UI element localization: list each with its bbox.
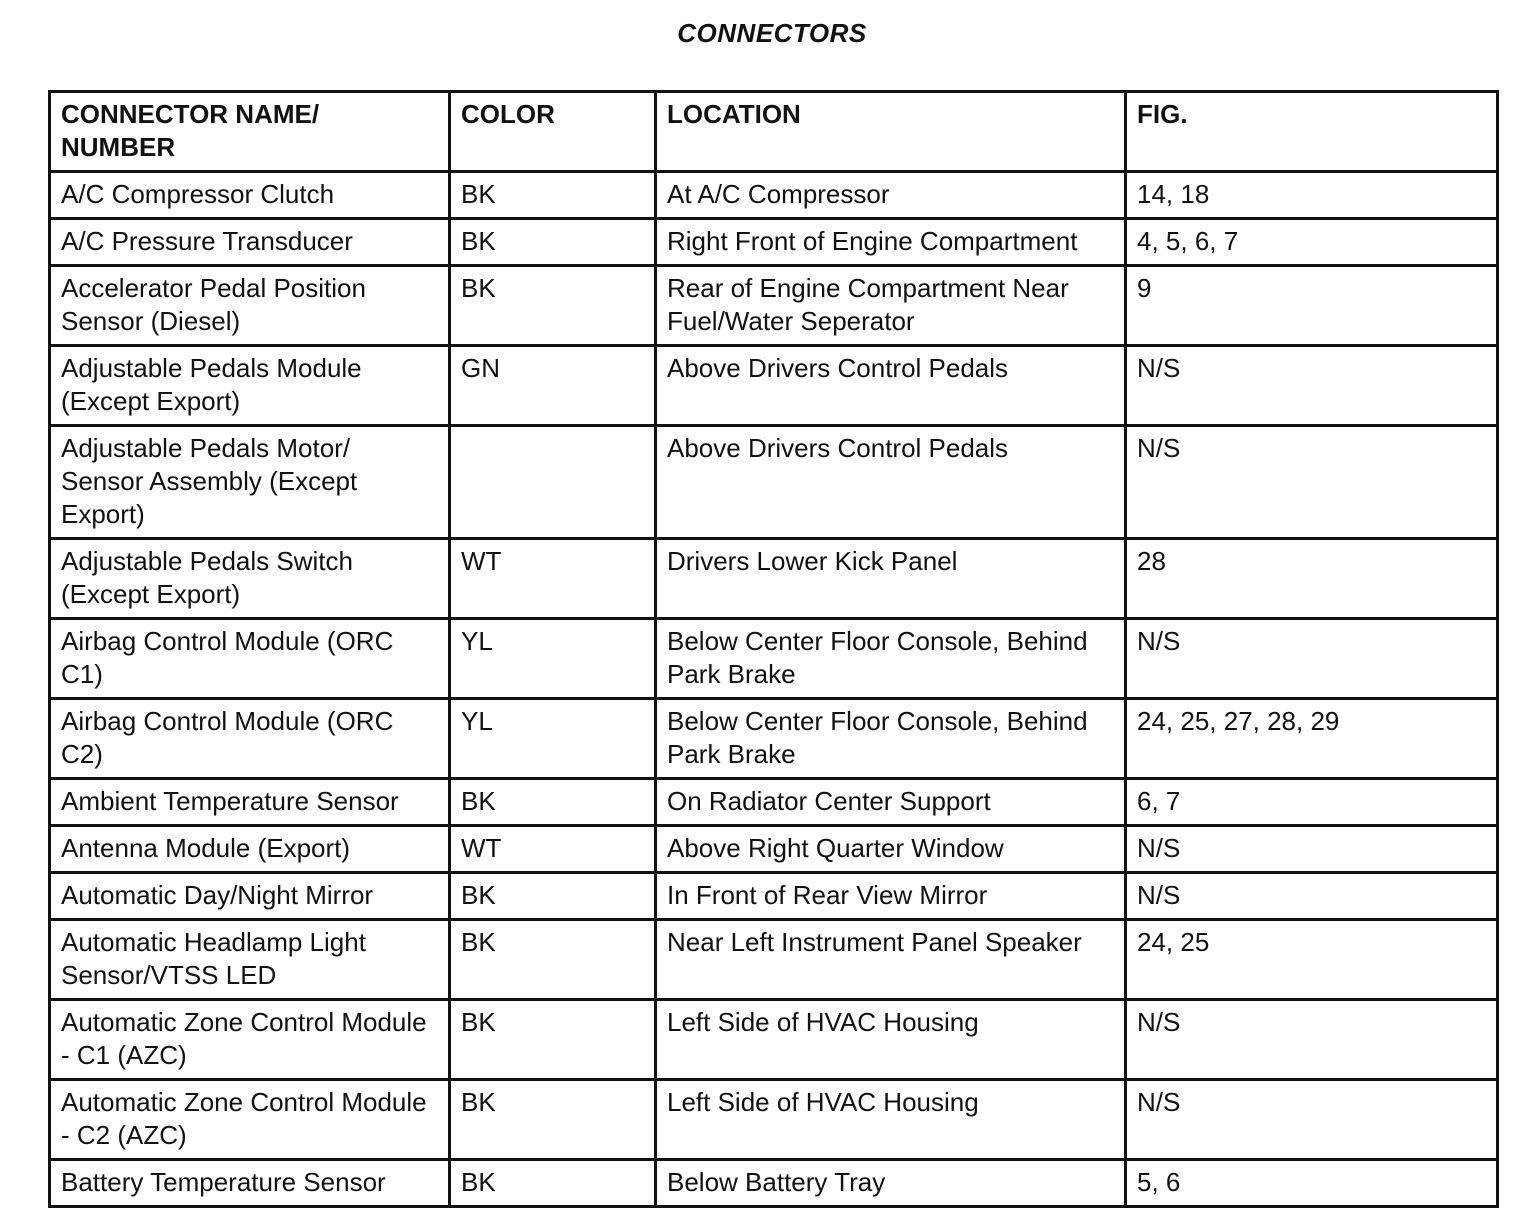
cell-location: At A/C Compressor [656,172,1126,219]
header-connector-name [50,92,450,172]
table-row [50,873,1498,920]
table-row [50,172,1498,219]
cell-location: Below Center Floor Console, Behind Park Brake [656,699,1126,779]
header-fig: FIG. [1126,92,1498,172]
cell-location: Near Left Instrument Panel Speaker [656,920,1126,1000]
cell-fig: N/S [1126,1080,1498,1160]
table-row [50,619,1498,699]
cell-color: GN [450,346,656,426]
table-row [50,1160,1498,1207]
cell-fig: 5, 6 [1126,1160,1498,1207]
cell-color: WT [450,539,656,619]
cell-connector-name: Automatic Zone Control Module - C2 (AZC) [50,1080,450,1160]
cell-location: Rear of Engine Compartment Near Fuel/Water Seperator [656,266,1126,346]
cell-connector-name: Adjustable Pedals Motor/ Sensor Assembly (Except Export) [50,426,450,539]
cell-connector-name: Automatic Headlamp Light Sensor/VTSS LED [50,920,450,1000]
cell-connector-name: Antenna Module (Export) [50,826,450,873]
cell-connector-name: A/C Compressor Clutch [50,172,450,219]
cell-location: Drivers Lower Kick Panel [656,539,1126,619]
cell-connector-name: Ambient Temperature Sensor [50,779,450,826]
cell-connector-name: Adjustable Pedals Switch (Except Export) [50,539,450,619]
cell-color: BK [450,266,656,346]
cell-fig: N/S [1126,426,1498,539]
header-location: LOCATION [656,92,1126,172]
header-color: COLOR [450,92,656,172]
table-row [50,779,1498,826]
cell-connector-name: A/C Pressure Transducer [50,219,450,266]
cell-location: Above Right Quarter Window [656,826,1126,873]
table-header-row [50,92,1498,172]
cell-fig: N/S [1126,826,1498,873]
cell-fig: 9 [1126,266,1498,346]
table-row [50,426,1498,539]
cell-color: YL [450,619,656,699]
table-row [50,1000,1498,1080]
cell-location: Left Side of HVAC Housing [656,1080,1126,1160]
cell-location: In Front of Rear View Mirror [656,873,1126,920]
cell-color: BK [450,920,656,1000]
cell-location: Above Drivers Control Pedals [656,426,1126,539]
cell-color [450,426,656,539]
cell-fig: N/S [1126,873,1498,920]
page-title: CONNECTORS [677,18,867,48]
cell-color: BK [450,1160,656,1207]
cell-fig: 4, 5, 6, 7 [1126,219,1498,266]
cell-location: Above Drivers Control Pedals [656,346,1126,426]
cell-fig: 28 [1126,539,1498,619]
cell-connector-name: Battery Temperature Sensor [50,1160,450,1207]
cell-fig: N/S [1126,1000,1498,1080]
table-row [50,920,1498,1000]
cell-connector-name: Automatic Day/Night Mirror [50,873,450,920]
cell-connector-name: Airbag Control Module (ORC C1) [50,619,450,699]
cell-fig: 14, 18 [1126,172,1498,219]
header-name-line2: NUMBER [61,132,176,162]
cell-location: On Radiator Center Support [656,779,1126,826]
cell-color: BK [450,172,656,219]
table-row [50,699,1498,779]
cell-connector-name: Airbag Control Module (ORC C2) [50,699,450,779]
cell-color: BK [450,779,656,826]
cell-fig: 24, 25, 27, 28, 29 [1126,699,1498,779]
cell-fig: 6, 7 [1126,779,1498,826]
cell-location: Right Front of Engine Compartment [656,219,1126,266]
cell-color: YL [450,699,656,779]
cell-location: Below Center Floor Console, Behind Park Brake [656,619,1126,699]
cell-connector-name: Adjustable Pedals Module (Except Export) [50,346,450,426]
table-row [50,539,1498,619]
table-row [50,346,1498,426]
cell-fig: 24, 25 [1126,920,1498,1000]
cell-connector-name: Accelerator Pedal Position Sensor (Diesel) [50,266,450,346]
table-row [50,266,1498,346]
table-row [50,219,1498,266]
connectors-table [48,90,1499,1208]
cell-color: BK [450,219,656,266]
cell-fig: N/S [1126,619,1498,699]
table-row [50,1080,1498,1160]
cell-color: BK [450,873,656,920]
cell-color: BK [450,1000,656,1080]
cell-connector-name: Automatic Zone Control Module - C1 (AZC) [50,1000,450,1080]
table-row [50,826,1498,873]
cell-color: WT [450,826,656,873]
header-name-line1: CONNECTOR NAME/ [61,99,320,129]
cell-color: BK [450,1080,656,1160]
cell-fig: N/S [1126,346,1498,426]
cell-location: Below Battery Tray [656,1160,1126,1207]
cell-location: Left Side of HVAC Housing [656,1000,1126,1080]
